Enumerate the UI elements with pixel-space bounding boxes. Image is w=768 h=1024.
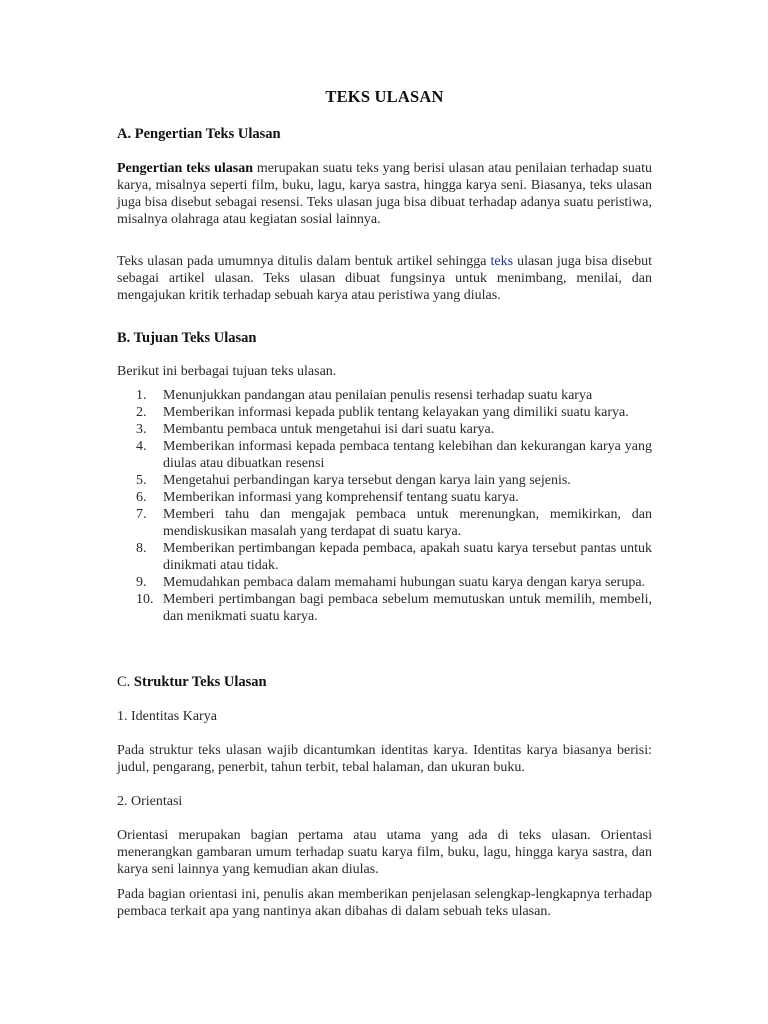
list-item — [117, 506, 652, 540]
list-item-number: 6. — [136, 490, 147, 505]
section-b-intro: Berikut ini berbagai tujuan teks ulasan. — [117, 364, 337, 379]
subheading-identitas-karya: 1. Identitas Karya — [117, 709, 217, 724]
section-c-prefix: C. — [117, 674, 134, 690]
list-item-text: Memberikan pertimbangan kepada pembaca, apakah suatu karya tersebut pantas untuk dinikmati atau tidak. — [163, 541, 652, 573]
list-item-number: 9. — [136, 575, 147, 590]
list-item-number: 8. — [136, 541, 147, 556]
list-item-number: 1. — [136, 388, 147, 403]
list-item-text: Menunjukkan pandangan atau penilaian penulis resensi terhadap suatu karya — [163, 388, 593, 403]
list-item — [117, 489, 652, 506]
section-a-heading: A. Pengertian Teks Ulasan — [117, 126, 281, 142]
purpose-list — [117, 387, 652, 625]
list-item-text: Memudahkan pembaca dalam memahami hubungan suatu karya dengan karya serupa. — [163, 575, 646, 590]
list-item-number: 7. — [136, 507, 147, 522]
list-item — [117, 472, 652, 489]
identitas-karya-paragraph: Pada struktur teks ulasan wajib dicantumkan identitas karya. Identitas karya biasanya berisi: judul, pengarang, penerbit, tahun terbit, tebal halaman, dan ukuran buku. — [117, 743, 652, 775]
list-item-number: 10. — [136, 592, 154, 607]
section-a-p1-text: merupakan suatu teks yang berisi ulasan atau penilaian terhadap suatu karya, misalnya seperti film, buku, lagu, karya sastra, hingga karya seni. Biasanya, teks ulasan juga bisa disebut sebagai resensi. Teks ulasan juga bisa dibuat terhadap adanya suatu peristiwa, misalnya olahraga atau kegiatan sosial lainnya. — [117, 161, 652, 227]
list-item-number: 4. — [136, 439, 147, 454]
list-item — [117, 591, 652, 625]
list-item — [117, 574, 652, 591]
section-a-paragraph-1 — [117, 160, 652, 228]
list-item-text: Mengetahui perbandingan karya tersebut dengan karya lain yang sejenis. — [163, 473, 571, 488]
section-b-heading: B. Tujuan Teks Ulasan — [117, 330, 257, 346]
orientasi-paragraph-1: Orientasi merupakan bagian pertama atau utama yang ada di teks ulasan. Orientasi menerangkan gambaran umum terhadap suatu karya film, buku, lagu, hingga karya sastra, dan karya seni lainnya yang kemudian akan diulas. — [117, 828, 652, 877]
section-c-title: Struktur Teks Ulasan — [133, 674, 267, 690]
list-item-text: Memberikan informasi kepada pembaca tentang kelebihan dan kekurangan karya yang diulas atau dibuatkan resensi — [163, 439, 652, 471]
list-item-text: Memberi pertimbangan bagi pembaca sebelum memutuskan untuk memilih, membeli, dan menikmati suatu karya. — [163, 592, 652, 624]
section-a-p2-after: ulasan juga bisa disebut sebagai artikel ulasan. Teks ulasan dibuat fungsinya untuk menimbang, menilai, dan mengajukan kritik terhadap sebuah karya atau peristiwa yang diulas. — [117, 254, 653, 303]
list-item-text: Memberi tahu dan mengajak pembaca untuk merenungkan, memikirkan, dan mendiskusikan masalah yang terdapat di suatu karya. — [163, 507, 652, 539]
list-item-number: 2. — [136, 405, 147, 420]
list-item — [117, 438, 652, 472]
document-title: TEKS ULASAN — [325, 87, 444, 106]
list-item — [117, 540, 652, 574]
subheading-orientasi: 2. Orientasi — [117, 794, 183, 809]
section-a-paragraph-2 — [117, 253, 652, 304]
list-item-text: Membantu pembaca untuk mengetahui isi dari suatu karya. — [163, 422, 495, 437]
teks-link[interactable]: teks — [490, 254, 514, 269]
list-item — [117, 421, 652, 438]
section-c-heading — [117, 673, 267, 692]
list-item-text: Memberikan informasi kepada publik tentang kelayakan yang dimiliki suatu karya. — [163, 405, 629, 420]
list-item-text: Memberikan informasi yang komprehensif tentang suatu karya. — [163, 490, 519, 505]
orientasi-paragraph-2: Pada bagian orientasi ini, penulis akan memberikan penjelasan selengkap-lengkapnya terhadap pembaca terkait apa yang nantinya akan dibahas di dalam sebuah teks ulasan. — [117, 887, 652, 919]
list-item — [117, 387, 652, 404]
section-a-p2-before: Teks ulasan pada umumnya ditulis dalam bentuk artikel sehingga — [117, 254, 491, 269]
list-item-number: 5. — [136, 473, 147, 488]
list-item — [117, 404, 652, 421]
list-item-number: 3. — [136, 422, 147, 437]
section-a-bold-term: Pengertian teks ulasan — [117, 161, 253, 176]
